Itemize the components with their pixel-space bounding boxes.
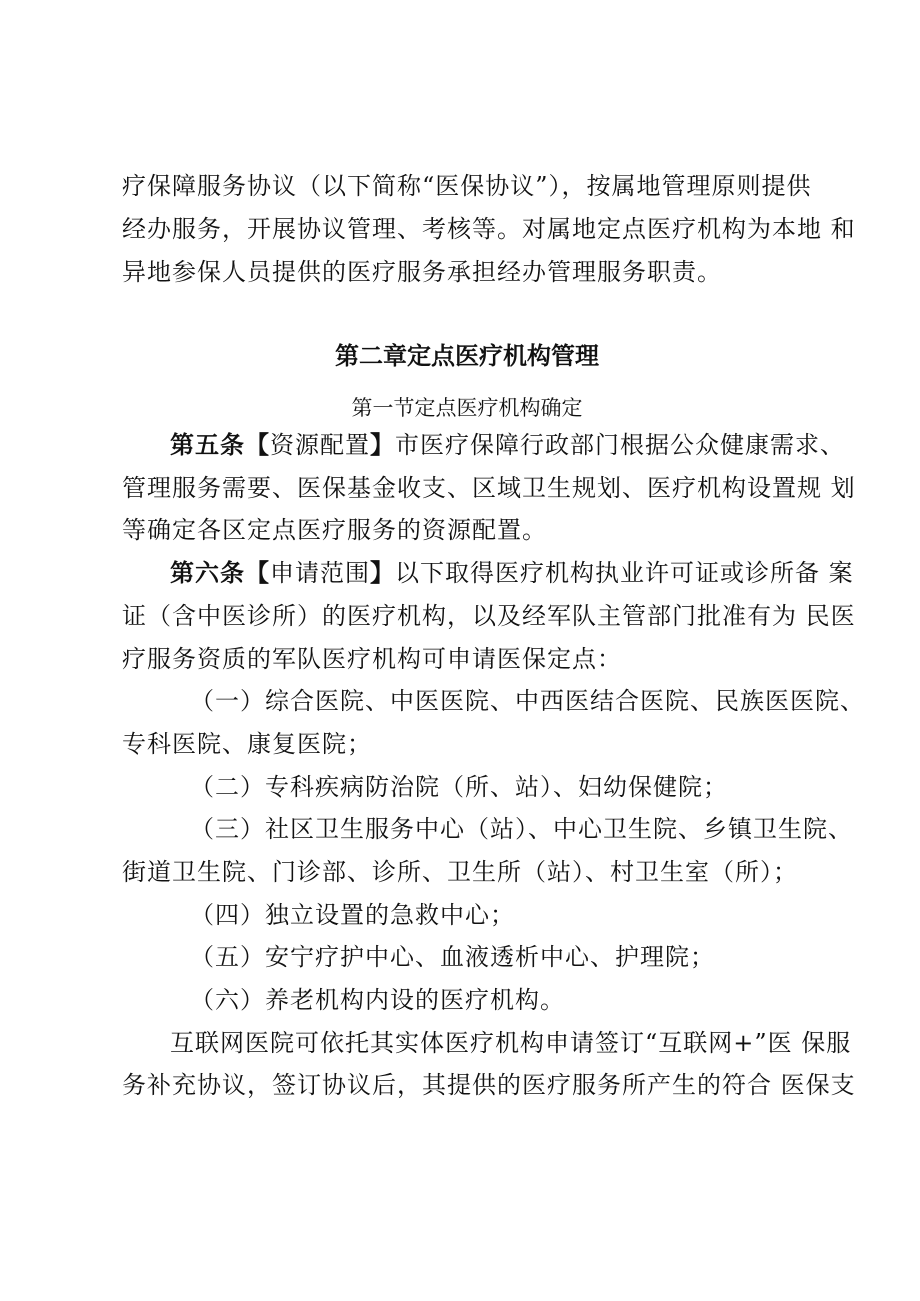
list-item-1-line-1: （一）综合医院、中医医院、中西医结合医院、民族医医院、	[190, 687, 865, 715]
intro-line-2: 经办服务，开展协议管理、考核等。对属地定点医疗机构为本地 和	[122, 215, 856, 243]
chapter-title: 第二章定点医疗机构管理	[335, 342, 599, 370]
article-5-line-1	[170, 429, 845, 461]
list-item-3-line-1: （三）社区卫生服务中心（站）、中心卫生院、乡镇卫生院、	[190, 815, 853, 843]
article-5-label: 第五条【	[170, 431, 270, 459]
list-item-4: （四）独立设置的急救中心；	[190, 901, 515, 929]
list-item-6: （六）养老机构内设的医疗机构。	[190, 986, 565, 1014]
article-5-label-close: 】	[370, 431, 395, 459]
article-6-line-3: 疗服务资质的军队医疗机构可申请医保定点：	[122, 645, 622, 673]
section-title: 第一节定点医疗机构确定	[351, 396, 583, 420]
internet-line-2: 务补充协议，签订协议后，其提供的医疗服务所产生的符合 医保支	[122, 1071, 856, 1099]
article-6-text: 以下取得医疗机构执业许可证或诊所备 案	[395, 559, 854, 587]
intro-line-1: 疗保障服务协议（以下简称“医保协议”），按属地管理原则提供	[122, 172, 812, 200]
article-6-line-1	[170, 557, 854, 589]
list-item-3-line-2: 街道卫生院、门诊部、诊所、卫生所（站）、村卫生室（所）；	[122, 858, 798, 886]
article-5-topic: 资源配置	[270, 431, 370, 459]
article-5-text: 市医疗保障行政部门根据公众健康需求、	[395, 431, 845, 459]
internet-line-1: 互联网医院可依托其实体医疗机构申请签订“互联网+”医 保服	[170, 1029, 852, 1057]
article-5-line-2: 管理服务需要、医保基金收支、区域卫生规划、医疗机构设置规 划	[122, 474, 856, 502]
article-6-label: 第六条【	[170, 559, 270, 587]
article-6-label-close: 】	[370, 559, 395, 587]
list-item-1-line-2: 专科医院、康复医院；	[122, 730, 372, 758]
article-5-line-3: 等确定各区定点医疗服务的资源配置。	[122, 516, 547, 544]
list-item-2: （二）专科疾病防治院（所、站）、妇幼保健院；	[190, 773, 728, 801]
article-6-topic: 申请范围	[270, 559, 370, 587]
list-item-5: （五）安宁疗护中心、血液透析中心、护理院；	[190, 943, 715, 971]
intro-line-3: 异地参保人员提供的医疗服务承担经办管理服务职责。	[122, 258, 722, 286]
article-6-line-2: 证（含中医诊所）的医疗机构，以及经军队主管部门批准有为 民医	[122, 602, 856, 630]
